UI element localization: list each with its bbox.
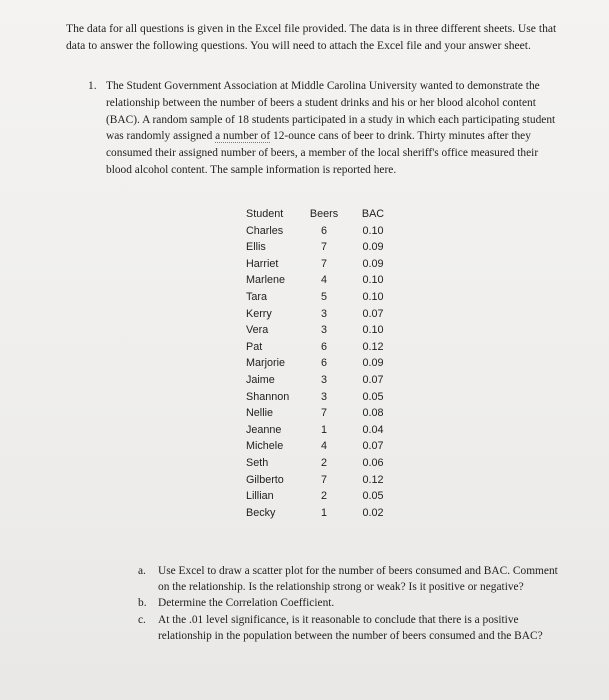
table-cell-beers: 7 <box>320 407 327 420</box>
table-cell-bac: 0.10 <box>362 224 384 237</box>
table-cell-beers: 3 <box>320 324 327 337</box>
sub-question-text: Use Excel to draw a scatter plot for the number of beers consumed and BAC. Comment on the relationship. Is the relationship strong or weak? Is it positive or negative? <box>158 565 558 594</box>
table-cell-beers: 6 <box>320 340 327 353</box>
table-cell-bac: 0.07 <box>362 440 384 453</box>
intro-paragraph: The data for all questions is given in the Excel file provided. The data is in three different sheets. Use that data to answer the following questions. You will need to attach the Excel file and your answer sheet. <box>66 22 557 52</box>
question-1-text <box>106 78 558 179</box>
table-cell-student: Seth <box>246 456 269 469</box>
table-cell-beers: 2 <box>320 456 327 469</box>
table-cell-beers: 4 <box>320 440 327 453</box>
table-cell-beers: 3 <box>320 373 327 386</box>
sub-question-c <box>138 612 568 644</box>
question-1-text-start: The Student Government Association at Middle Carolina University wanted to demonstrate the relationship between the number of beers a student drinks and his or her blood alcohol content (BAC). A random sample of 18 students participated in a study in which each participating student was randomly assigned <box>106 80 556 143</box>
header-student: Student <box>246 208 284 220</box>
table-cell-student: Pat <box>246 340 263 353</box>
sub-question-label: a. <box>138 565 146 577</box>
table-cell-bac: 0.12 <box>362 473 384 486</box>
table-cell-beers: 2 <box>320 490 327 503</box>
table-cell-student: Lillian <box>246 490 274 503</box>
table-cell-bac: 0.10 <box>362 290 384 303</box>
table-cell-bac: 0.04 <box>362 423 384 436</box>
table-cell-student: Gilberto <box>246 473 284 486</box>
sub-question-label: c. <box>138 613 146 626</box>
table-cell-beers: 7 <box>320 241 327 254</box>
table-cell-beers: 7 <box>320 473 327 486</box>
table-cell-beers: 5 <box>320 290 327 303</box>
table-cell-bac: 0.07 <box>362 307 384 320</box>
table-cell-beers: 6 <box>320 357 327 370</box>
sub-question-label: b. <box>138 597 147 610</box>
table-cell-student: Marlene <box>246 274 286 287</box>
table-cell-student: Ellis <box>246 241 266 254</box>
table-cell-bac: 0.10 <box>362 324 384 337</box>
bac-column <box>356 206 390 521</box>
table-cell-bac: 0.06 <box>362 456 384 469</box>
table-cell-student: Michele <box>246 440 284 453</box>
table-cell-student: Becky <box>246 506 276 519</box>
sub-question-b <box>138 595 568 611</box>
table-cell-beers: 6 <box>320 224 327 237</box>
table-cell-student: Tara <box>246 290 268 303</box>
table-cell-beers: 7 <box>320 257 327 270</box>
table-cell-bac: 0.10 <box>362 274 384 287</box>
table-cell-student: Marjorie <box>246 357 285 370</box>
header-beers: Beers <box>309 208 339 220</box>
table-cell-bac: 0.12 <box>362 340 384 353</box>
table-cell-bac: 0.09 <box>362 257 384 270</box>
sub-question-text: Determine the Correlation Coefficient. <box>158 597 335 610</box>
beers-column <box>306 206 342 521</box>
table-cell-student: Harriet <box>246 257 279 270</box>
table-cell-student: Kerry <box>246 307 272 320</box>
table-cell-beers: 1 <box>320 506 327 519</box>
question-1-underlined-phrase: a number of <box>215 130 271 143</box>
table-cell-beers: 3 <box>320 390 327 403</box>
table-cell-beers: 4 <box>320 274 327 287</box>
question-1-text-end: 12-ounce cans of beer to drink. Thirty minutes after they consumed their assigned number of beers, a member of the local sheriff's office measured their blood alcohol content. The sample information is reported here. <box>106 130 539 176</box>
table-cell-bac: 0.09 <box>362 241 384 254</box>
table-cell-student: Shannon <box>246 390 290 403</box>
table-cell-bac: 0.05 <box>362 490 384 503</box>
sub-questions <box>138 563 568 644</box>
table-cell-bac: 0.02 <box>362 506 384 519</box>
table-cell-beers: 1 <box>320 423 327 436</box>
header-bac: BAC <box>361 208 385 220</box>
student-column <box>246 206 306 521</box>
table-cell-student: Nellie <box>246 407 274 420</box>
sub-question-a <box>138 563 568 595</box>
table-cell-student: Charles <box>246 224 284 237</box>
table-cell-student: Jaime <box>246 373 275 386</box>
table-cell-bac: 0.05 <box>362 390 384 403</box>
table-cell-bac: 0.09 <box>362 357 384 370</box>
question-1-number: 1. <box>88 80 97 92</box>
table-cell-bac: 0.08 <box>362 407 384 420</box>
table-cell-beers: 3 <box>320 307 327 320</box>
sub-question-text: At the .01 level significance, is it reasonable to conclude that there is a positive relationship in the population between the number of beers consumed and the BAC? <box>158 613 543 642</box>
table-cell-bac: 0.07 <box>362 373 384 386</box>
table-cell-student: Jeanne <box>246 423 282 436</box>
table-cell-student: Vera <box>246 324 269 337</box>
